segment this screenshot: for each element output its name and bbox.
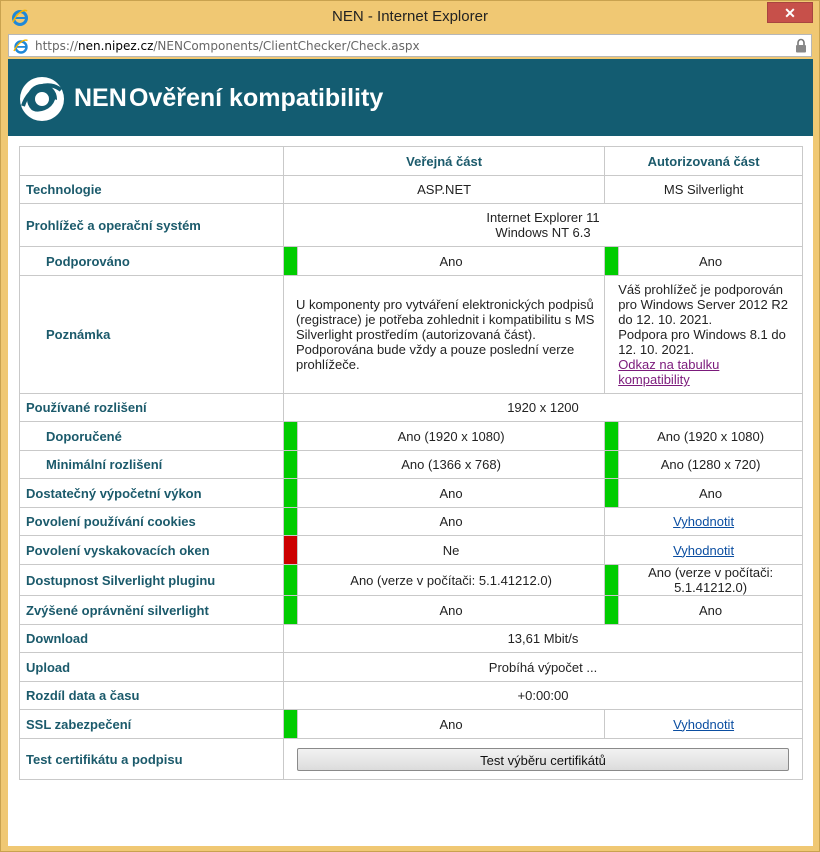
status-indicator-ok	[284, 479, 298, 508]
table-row	[20, 204, 803, 247]
note-auth-text: Váš prohlížeč je podporován pro Windows Server 2012 R2 do 12. 10. 2021.	[618, 282, 788, 327]
cell-public: Ano	[298, 479, 605, 508]
cell-value: +0:00:00	[284, 682, 803, 710]
evaluate-popups-link[interactable]: Vyhodnotit	[673, 542, 735, 558]
row-label: Podporováno	[20, 247, 284, 276]
cell-public: Ano	[298, 596, 605, 625]
table-row	[20, 596, 803, 625]
row-label: Upload	[20, 653, 284, 682]
page-content	[8, 59, 813, 846]
cell-auth	[605, 536, 803, 565]
cell-browser	[284, 204, 803, 247]
status-indicator-ok	[605, 451, 619, 479]
row-label: Minimální rozlišení	[20, 451, 284, 479]
window-title: NEN - Internet Explorer	[332, 8, 488, 25]
cell-auth: Ano	[619, 596, 803, 625]
cell-public: Ano	[298, 710, 605, 739]
row-label: Download	[20, 625, 284, 653]
table-row	[20, 682, 803, 710]
cell-auth	[605, 508, 803, 536]
note-public	[284, 276, 605, 394]
status-indicator-ok	[605, 479, 619, 508]
status-indicator-ok	[284, 508, 298, 536]
status-indicator-ok	[605, 596, 619, 625]
table-row	[20, 536, 803, 565]
table-row	[20, 508, 803, 536]
page-icon	[13, 38, 29, 54]
status-indicator-ok	[284, 422, 298, 451]
note-auth-text: Podpora pro Windows 8.1 do 12. 10. 2021.	[618, 327, 786, 357]
url-scheme: https://	[35, 39, 79, 53]
row-label: Dostupnost Silverlight pluginu	[20, 565, 284, 596]
compatibility-table	[19, 146, 803, 780]
row-label: Poznámka	[20, 276, 284, 394]
table-row	[20, 739, 803, 780]
cell-public: Ano (1920 x 1080)	[298, 422, 605, 451]
brand-name: NEN	[74, 84, 127, 112]
url-path: /NENComponents/ClientChecker/Check.aspx	[153, 39, 420, 53]
row-label: Používané rozlišení	[20, 394, 284, 422]
header-empty-cell	[20, 147, 284, 176]
table-header-row	[20, 147, 803, 176]
status-indicator-ok	[605, 422, 619, 451]
cell-public: Ne	[298, 536, 605, 565]
table-row	[20, 247, 803, 276]
column-header-auth: Autorizovaná část	[605, 147, 803, 176]
cell-public: Ano (verze v počítači: 5.1.41212.0)	[298, 565, 605, 596]
row-label: Povolení používání cookies	[20, 508, 284, 536]
evaluate-ssl-link[interactable]: Vyhodnotit	[673, 716, 735, 732]
status-indicator-fail	[284, 536, 298, 565]
table-row	[20, 276, 803, 394]
column-header-public: Veřejná část	[284, 147, 605, 176]
cell-auth: MS Silverlight	[605, 176, 803, 204]
table-row	[20, 422, 803, 451]
table-row	[20, 176, 803, 204]
note-auth	[605, 276, 803, 394]
page-header	[8, 59, 813, 136]
evaluate-cookies-link[interactable]: Vyhodnotit	[673, 514, 735, 529]
row-label: Povolení vyskakovacích oken	[20, 536, 284, 565]
row-label: Test certifikátu a podpisu	[20, 739, 284, 780]
cell-auth: Ano (1920 x 1080)	[619, 422, 803, 451]
table-row	[20, 565, 803, 596]
status-indicator-ok	[605, 247, 619, 276]
title-bar[interactable]	[1, 1, 819, 32]
cell-value	[284, 739, 803, 780]
row-label: Doporučené	[20, 422, 284, 451]
row-label: Prohlížeč a operační systém	[20, 204, 284, 247]
compatibility-table-link[interactable]: Odkaz na tabulku kompatibility	[618, 357, 720, 387]
cell-auth: Ano (verze v počítači: 5.1.41212.0)	[619, 565, 803, 596]
page-title: Ověření kompatibility	[129, 84, 384, 112]
status-indicator-ok	[284, 247, 298, 276]
table-row	[20, 710, 803, 739]
table-row	[20, 625, 803, 653]
url-domain: nen.nipez.cz	[78, 39, 154, 53]
row-label: Rozdíl data a času	[20, 682, 284, 710]
cell-value: 1920 x 1200	[284, 394, 803, 422]
table-row	[20, 451, 803, 479]
cell-public: Ano	[298, 247, 605, 276]
cell-public: ASP.NET	[284, 176, 605, 204]
table-row	[20, 394, 803, 422]
cell-public: Ano (1366 x 768)	[298, 451, 605, 479]
url-text[interactable]	[35, 39, 420, 53]
row-label: Technologie	[20, 176, 284, 204]
row-label: SSL zabezpečení	[20, 710, 284, 739]
status-indicator-ok	[284, 565, 298, 596]
note-public-text: Podporována bude vždy a pouze poslední verze prohlížeče.	[296, 342, 575, 372]
status-indicator-ok	[284, 596, 298, 625]
cell-value: 13,61 Mbit/s	[284, 625, 803, 653]
cell-auth: Ano (1280 x 720)	[619, 451, 803, 479]
status-indicator-ok	[284, 710, 298, 739]
table-row	[20, 479, 803, 508]
cell-auth: Ano	[619, 247, 803, 276]
test-certificates-button[interactable]: Test výběru certifikátů	[297, 748, 789, 771]
os-name: Windows NT 6.3	[495, 225, 591, 240]
row-label: Zvýšené oprávnění silverlight	[20, 596, 284, 625]
cell-auth	[605, 710, 803, 739]
browser-name: Internet Explorer 11	[486, 210, 600, 225]
note-public-text: U komponenty pro vytváření elektronických podpisů (registrace) je potřeba zohlednit i kompatibilitu s MS Silverlight prostředím (autorizovaná část).	[296, 297, 595, 342]
cell-auth: Ano	[619, 479, 803, 508]
status-indicator-ok	[605, 565, 619, 596]
cell-public: Ano	[298, 508, 605, 536]
close-button[interactable]: ✕	[767, 2, 813, 23]
table-row	[20, 653, 803, 682]
cell-value: Probíhá výpočet ...	[284, 653, 803, 682]
lock-icon[interactable]	[795, 38, 807, 53]
row-label: Dostatečný výpočetní výkon	[20, 479, 284, 508]
status-indicator-ok	[284, 451, 298, 479]
address-bar[interactable]	[8, 34, 812, 57]
nen-logo-icon	[19, 76, 65, 122]
